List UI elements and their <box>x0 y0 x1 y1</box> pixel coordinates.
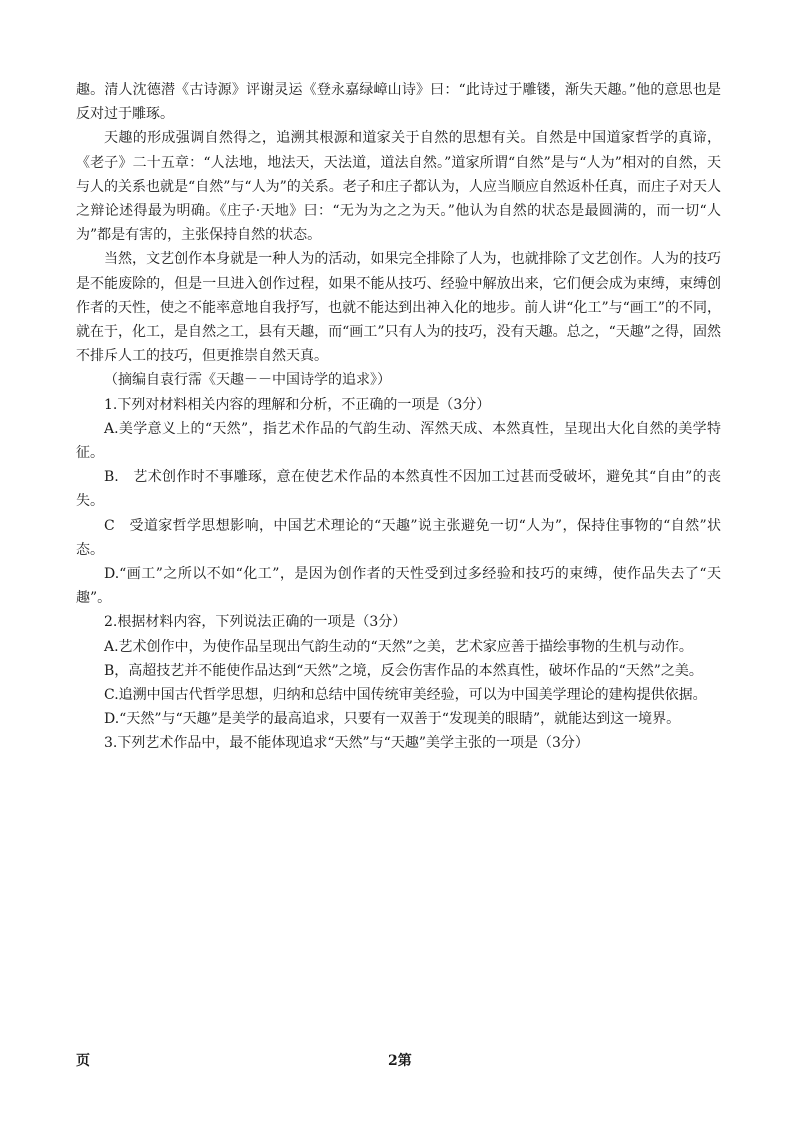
paragraph-continuation: 趣。清人沈德潜《古诗源》评谢灵运《登永嘉绿嶂山诗》曰：“此诗过于雕镂，渐失天趣。”他的意思也是反对过于雕琢。 <box>76 82 721 123</box>
question-2-option-a: A.艺术创作中，为使作品呈现出气韵生动的“天然”之美，艺术家应善于描绘事物的生机与动作。 <box>104 638 693 655</box>
document-body <box>76 78 721 756</box>
question-2-option-c: C.追溯中国古代哲学思想，归纳和总结中国传统审美经验，可以为中国美学理论的建构提供依据。 <box>104 687 707 704</box>
question-1-option-c: C 受道家哲学思想影响，中国艺术理论的“天趣”说主张避免一切“人为”，保持住事物的“自然”状态。 <box>76 517 721 558</box>
question-1: 1.下列对材料相关内容的理解和分析，不正确的一项是（3分） <box>104 396 491 413</box>
footer-page-number: 2第 <box>388 1053 412 1069</box>
question-2-option-b: B，高超技艺并不能使作品达到“天然”之境，反会伤害作品的本然真性，破坏作品的“天然”之美。 <box>104 662 703 679</box>
footer-page-label: 页 <box>76 1053 90 1069</box>
question-3: 3.下列艺术作品中，最不能体现追求“天然”与“天趣”美学主张的一项是（3分） <box>104 735 589 752</box>
question-2-option-d: D.“天然”与“天趣”是美学的最高追求，只要有一双善于“发现美的眼睛”，就能达到这一境界。 <box>104 711 681 728</box>
paragraph-artistic-creation: 当然，文艺创作本身就是一种人为的活动，如果完全排除了人为，也就排除了文艺创作。人为的技巧是不能废除的，但是一旦进入创作过程，如果不能从技巧、经验中解放出来，它们便会成为束缚，束缚创作者的天性，使之不能率意地自我抒写，也就不能达到出神入化的地步。前人讲“化工”与“画工”的不同，就在于，化工，是自然之工，县有天趣，而“画工”只有人为的技巧，没有天趣。总之，“天趣”之得，固然不排斥人工的技巧，但更推崇自然天真。 <box>76 251 721 365</box>
source-citation: （摘编自袁行霈《天趣－－中国诗学的追求》） <box>104 372 391 389</box>
question-1-option-a: A.美学意义上的“天然”，指艺术作品的气韵生动、浑然天成、本然真性，呈现出大化自然的美学特征。 <box>76 420 721 462</box>
question-2: 2.根据材料内容，下列说法正确的一项是（3分） <box>104 614 407 631</box>
question-1-option-d: D.“画工”之所以不如“化工”，是因为创作者的天性受到过多经验和技巧的束缚，使作品失去了“天趣”。 <box>76 566 721 607</box>
question-1-option-b: B. 艺术创作时不事雕琢，意在使艺术作品的本然真性不因加工过甚而受破坏，避免其“自由”的丧失。 <box>76 469 721 510</box>
paragraph-tianqu-origin: 天趣的形成强调自然得之，追溯其根源和道家关于自然的思想有关。自然是中国道家哲学的真谛，《老子》二十五章：“人法地，地法天，天法道，道法自然。”道家所谓“自然”是与“人为”相对的自然，天与人的关系也就是“自然”与“人为”的关系。老子和庄子都认为，人应当顺应自然返朴任真，而庄子对天人之辩论述得最为明确。《庄子·天地》曰：“无为为之之为天。”他认为自然的状态是最圆满的，而一切“人为”都是有害的，主张保持自然的状态。 <box>76 130 721 244</box>
